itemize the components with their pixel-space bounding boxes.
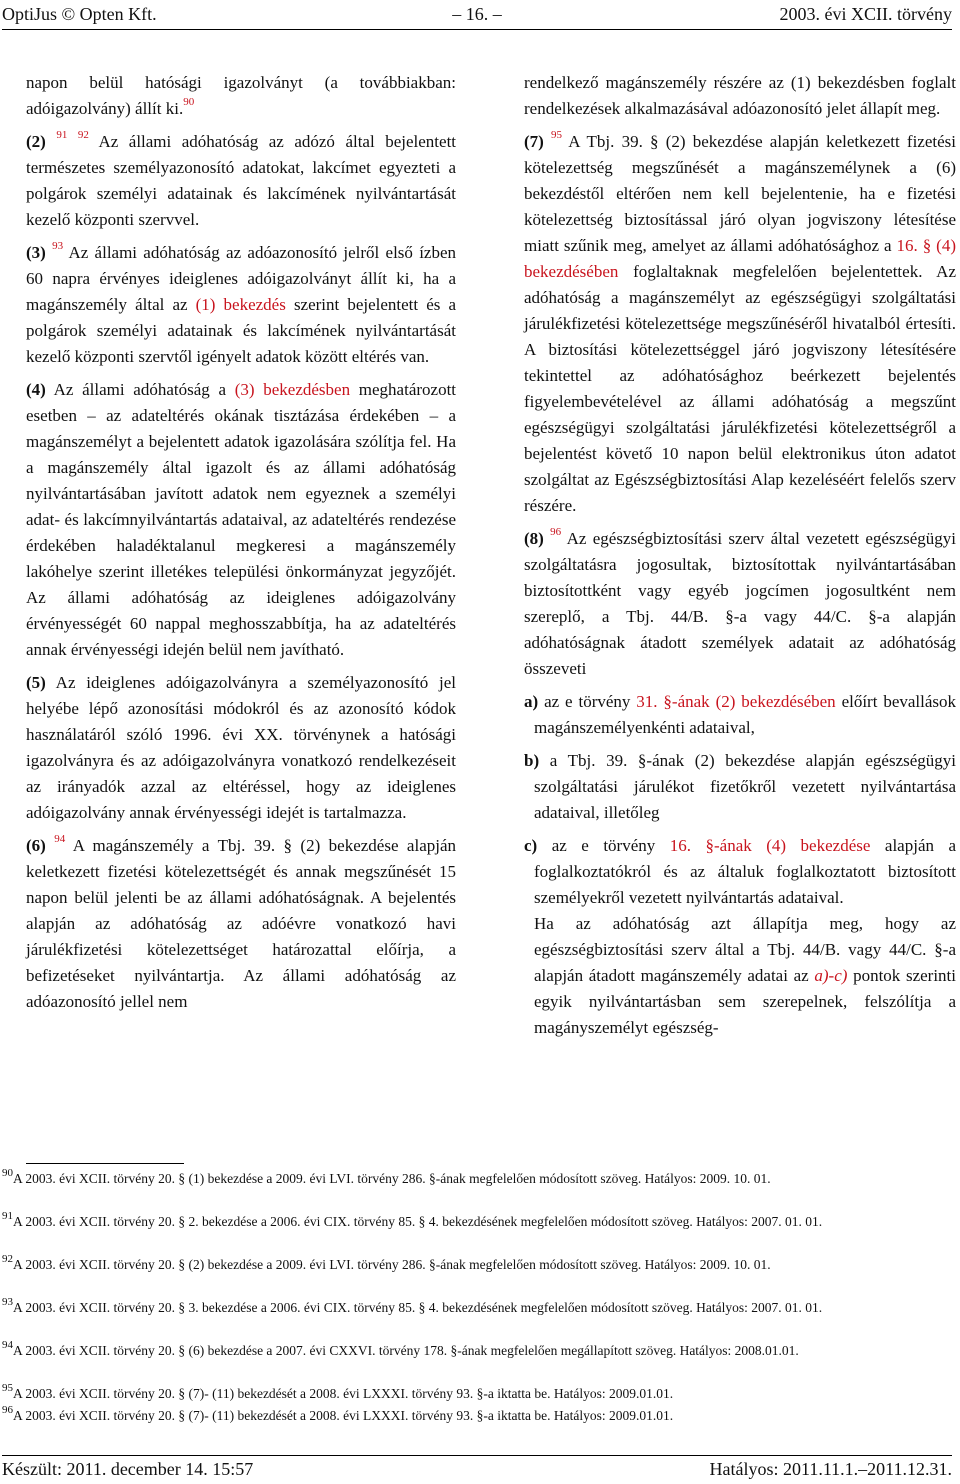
footnote-ref-93[interactable]: 93 bbox=[52, 240, 64, 253]
paragraph-3: (3) $^{93}$ Az állami adóhatóság az adóazonosító jelről első ízben 60 napra érvényes ideiglenes adóigazolványt állít ki, ha a magánszemély által az (1) bekezdés szerint bejelentett és a polgárok személyi adatainak és lakcímének nyilvántartását kezelő központi szervtől igényelt adatok között eltérés van. bbox=[26, 240, 457, 366]
header-law-title: 2003. évi XCII. törvény bbox=[779, 4, 952, 24]
footnote-94: $^{94}$A 2003. évi XCII. törvény 20. § (6) bekezdése a 2007. évi CXXVI. törvény 178. §-ának megfelelően megállapított szöveg. Hatályos: 2008.01.01. bbox=[2, 1338, 799, 1358]
footnote-ref-91[interactable]: 91 bbox=[56, 129, 68, 142]
header-page-number: – 16. – bbox=[452, 4, 502, 24]
footnote-95: $^{95}$A 2003. évi XCII. törvény 20. § (7)- (11) bekezdését a 2008. évi LXXXI. törvény 93. §-a iktatta be. Hatályos: 2009.01.01. bbox=[2, 1381, 674, 1401]
paragraph-5: (5) Az ideiglenes adóigazolványra a személyazonosító jel helyébe lépő azonosítási módokról és az azonosító kódok használatáról szóló 1996. évi XX. törvénynek a hatósági igazolványra és az adóigazolványra vonatkozó rendelkezéseit az irányadók azzal az eltéréssel, hogy az ideiglenes adóigazolvány annak érvényességi idejét is tartalmazza. bbox=[26, 673, 457, 822]
link-section-16-4b[interactable]: 16. §-ának (4) bekezdése bbox=[669, 836, 871, 855]
footnote-rule bbox=[26, 1163, 184, 1164]
list-item-c: c) az e törvény 16. §-ának (4) bekezdése alapján a foglalkoztatókról és az általuk foglalkoztatott biztosított személyekről vezetett nyilvántartás adataival. bbox=[524, 836, 957, 907]
footnote-ref-90[interactable]: 90 bbox=[183, 96, 195, 109]
footer-rule bbox=[2, 1455, 952, 1456]
right-column bbox=[524, 70, 956, 1041]
paragraph-6: (6) $^{94}$ A magánszemély a Tbj. 39. § (2) bekezdése alapján keletkezett fizetési kötelezettségét és annak megszűnését 15 napon belül jelenti be az állami adóhatóságnak. A bejelentés alapján az adóhatóság az adóévre vonatkozó havi járulékfizetési kötelezettséget határozattal előírja, a befizetéseket nyilvántartja. Az állami adóhatóság az adóazonosító jellel nem bbox=[26, 833, 457, 1011]
paragraph-4: (4) Az állami adóhatóság a (3) bekezdésben meghatározott esetben – az adateltérés okának tisztázása érdekében – a magánszemélyt a bejelentett adatok igazolására szólítja fel. Ha a magánszemély által igazolt és az állami adóhatóság nyilvántartásában javított adatok nem egyeznek a személyi adat- és lakcímnyilvántartás adataival, az adateltérés rendezése érdekében haladéktalanul megkeresi a magánszemély lakóhelye szerint illetékes települési önkormányzat jegyzőjét. Az állami adóhatóság az ideiglenes adóigazolvány érvényességét 60 nappal meghosszabbítja, ha az adateltérés annak érvényességi idején belül nem javítható. bbox=[26, 380, 457, 659]
footnote-92: $^{92}$A 2003. évi XCII. törvény 20. § (2) bekezdése a 2009. évi LVI. törvény 286. §-ának megfelelően módosított szöveg. Hatályos: 2009. 10. 01. bbox=[2, 1252, 771, 1272]
header-publisher: OptiJus © Opten Kft. bbox=[2, 4, 157, 24]
page-header bbox=[2, 4, 952, 28]
paragraph-7: (7) $^{95}$ A Tbj. 39. § (2) bekezdése alapján keletkezett fizetési kötelezettség megszűnését a magánszemélynek a (6) bekezdéstől eltérően nem kell bejelentenie, ha e fizetési kötelezettség biztosítással járó olyan jogviszony létesítése miatt szűnik meg, amelyet az állami adóhatósághoz a 16. § (4) bekezdésében foglaltaknak megfelelően bejelentettek. Az adóhatóság a magánszemélyt az egészségügyi szolgáltatási járulékfizetési kötelezettsége megszűnéséről hivatalból értesíti. A biztosítási kötelezettséggel járó jogviszony létesítésére tekintettel az adóhatósághoz beérkezett bejelentés figyelembevételével az állami adóhatóság a megszűnt egészségügyi szolgáltatási járulékfizetési kötelezettségről a bejelentést követő 10 napon belül elektronikus úton adatot szolgáltat az Egészségbiztosítási Alap kezeléséért felelős szerv részére. bbox=[524, 129, 956, 515]
footnote-ref-96[interactable]: 96 bbox=[550, 526, 562, 539]
link-paragraph-3[interactable]: (3) bekezdésben bbox=[234, 380, 351, 399]
list-tail: Ha az adóhatóság azt állapítja meg, hogy az egészségbiztosítási szerv által a Tbj. 44/B. vagy 44/C. §-a alapján átadott magánszemély adatai az a)-c) pontok szerinti egyik nyilvántartásban sem szerepelnek, felszólítja a magányszemélyt egészség- bbox=[534, 914, 957, 1037]
footnote-93: $^{93}$A 2003. évi XCII. törvény 20. § 3. bekezdése a 2006. évi CIX. törvény 85. § 4. bekezdésének megfelelően módosított szöveg. Hatályos: 2007. 01. 01. bbox=[2, 1295, 823, 1315]
list-item-a: a) az e törvény 31. §-ának (2) bekezdésében előírt bevallások magánszemélyenkénti adataival, bbox=[524, 692, 957, 737]
paragraph-8: (8) $^{96}$ Az egészségbiztosítási szerv által vezetett egészségügyi szolgáltatásra jogosultak, biztosítottak nyilvántartásában biztosítottként vagy egyéb jogcímen jogosultként nem szereplő, a Tbj. 44/B. §-a vagy 44/C. §-a alapján adóhatóságnak átadott személyek adatait az adóhatóság összeveti bbox=[524, 526, 957, 678]
footnote-ref-92[interactable]: 92 bbox=[77, 129, 89, 142]
footnote-90: $^{90}$A 2003. évi XCII. törvény 20. § (1) bekezdése a 2009. évi LVI. törvény 286. §-ának megfelelően módosított szöveg. Hatályos: 2009. 10. 01. bbox=[2, 1166, 771, 1186]
link-section-31-2[interactable]: 31. §-ának (2) bekezdésében bbox=[636, 692, 836, 711]
footnote-96: $^{96}$A 2003. évi XCII. törvény 20. § (7)- (11) bekezdését a 2008. évi LXXXI. törvény 93. §-a iktatta be. Hatályos: 2009.01.01. bbox=[2, 1403, 674, 1423]
link-section-16-4[interactable]: 16. § (4) bekezdésében bbox=[524, 236, 956, 281]
footnote-ref-95[interactable]: 95 bbox=[551, 129, 563, 142]
list-item-b: b) a Tbj. 39. §-ának (2) bekezdése alapján egészségügyi szolgáltatási járulékot fizetőkről vezetett nyilvántartása adataival, illetőleg bbox=[524, 751, 957, 822]
footnote-ref-94[interactable]: 94 bbox=[54, 833, 66, 846]
paragraph-cont: napon belül hatósági igazolványt (a továbbiakban: adóigazolvány) állít ki.$^{90}$ bbox=[26, 73, 456, 118]
header-rule bbox=[2, 29, 952, 30]
paragraph-6-cont: rendelkező magánszemély részére az (1) bekezdésben foglalt rendelkezések alkalmazásával adóazonosító jelet állapít meg. bbox=[524, 73, 956, 118]
left-column bbox=[26, 70, 456, 1015]
footnote-91: $^{91}$A 2003. évi XCII. törvény 20. § 2. bekezdése a 2006. évi CIX. törvény 85. § 4. bekezdésének megfelelően módosított szöveg. Hatályos: 2007. 01. 01. bbox=[2, 1209, 823, 1229]
footer-created: Készült: 2011. december 14. 15:57 bbox=[2, 1459, 254, 1479]
footer-effective: Hatályos: 2011.11.1.–2011.12.31. bbox=[709, 1459, 952, 1479]
link-points-a-c[interactable]: a)-c) bbox=[814, 966, 848, 985]
link-paragraph-1[interactable]: (1) bekezdés bbox=[195, 295, 286, 314]
paragraph-2: (2) $^{91}$ $^{92}$ Az állami adóhatóság az adózó által bejelentett természetes személyazonosító adatokat, lakcímet egyezteti a polgárok személyi adatainak és lakcímének nyilvántartását kezelő központi szervvel. bbox=[26, 129, 457, 229]
